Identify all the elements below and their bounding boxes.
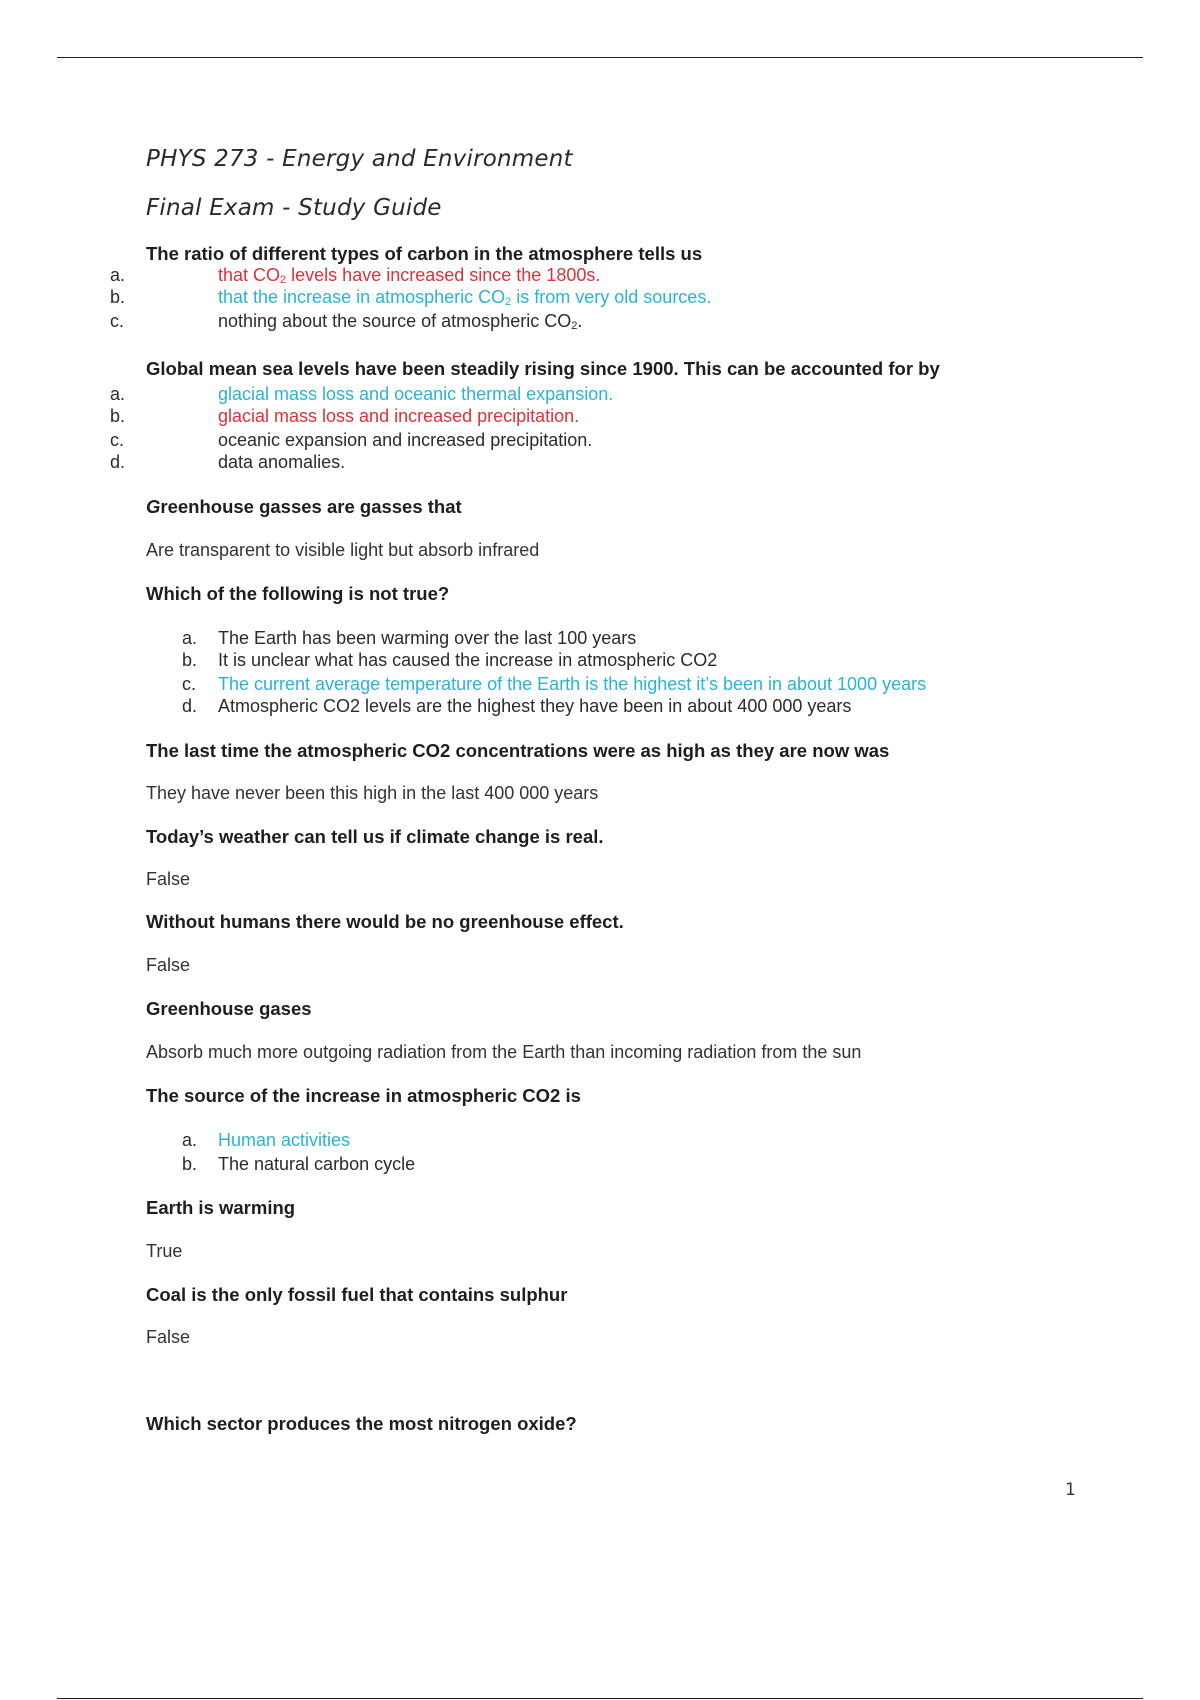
option-text: glacial mass loss and increased precipitation. xyxy=(218,406,580,426)
question-10: Earth is warming xyxy=(146,1197,296,1218)
page-number: 1 xyxy=(1065,1480,1076,1500)
question-7: Without humans there would be no greenhouse effect. xyxy=(146,911,624,932)
option-letter: c. xyxy=(110,430,125,450)
question-9: The source of the increase in atmospheric CO2 is xyxy=(146,1085,581,1106)
header-rule xyxy=(57,57,1143,58)
option-text: that $CO_2$ levels have increased since the 1800s. xyxy=(218,265,601,286)
option-text: that the increase in atmospheric $CO_2$ is from very old sources. xyxy=(218,287,712,308)
question-9-option-b xyxy=(182,1153,1082,1175)
question-2-option-b xyxy=(110,405,1110,427)
option-letter: b. xyxy=(182,1154,198,1174)
question-6: Today’s weather can tell us if climate change is real. xyxy=(146,826,604,847)
option-letter: a. xyxy=(110,384,126,404)
answer-6: False xyxy=(146,869,191,889)
answer-11: False xyxy=(146,1327,191,1347)
answer-7: False xyxy=(146,955,191,975)
question-1: The ratio of different types of carbon in the atmosphere tells us xyxy=(146,243,703,264)
document-subtitle: Final Exam - Study Guide xyxy=(146,195,442,221)
question-2-option-a xyxy=(110,383,1110,405)
question-4-option-b xyxy=(182,649,1082,671)
option-letter: a. xyxy=(110,265,126,285)
question-3: Greenhouse gasses are gasses that xyxy=(146,496,462,517)
option-letter: b. xyxy=(182,650,198,670)
option-letter: b. xyxy=(110,406,126,426)
question-11: Coal is the only fossil fuel that contains sulphur xyxy=(146,1284,568,1305)
option-letter: c. xyxy=(182,674,197,694)
question-4: Which of the following is not true? xyxy=(146,583,450,604)
question-4-option-d xyxy=(182,695,1082,717)
answer-3: Are transparent to visible light but absorb infrared xyxy=(146,540,540,560)
option-letter: c. xyxy=(110,311,125,331)
option-text: data anomalies. xyxy=(218,452,346,472)
question-2-option-d xyxy=(110,451,1110,473)
answer-8: Absorb much more outgoing radiation from the Earth than incoming radiation from the sun xyxy=(146,1042,862,1062)
option-text: The current average temperature of the Earth is the highest it’s been in about 1000 years xyxy=(218,674,927,694)
option-letter: b. xyxy=(110,287,126,307)
option-text: Atmospheric CO2 levels are the highest they have been in about 400 000 years xyxy=(218,696,852,716)
answer-10: True xyxy=(146,1241,183,1261)
question-1-option-c xyxy=(110,310,1110,332)
option-text: oceanic expansion and increased precipitation. xyxy=(218,430,593,450)
question-2: Global mean sea levels have been steadily rising since 1900. This can be accounted for by xyxy=(146,358,940,379)
option-text: The natural carbon cycle xyxy=(218,1154,416,1174)
option-letter: d. xyxy=(110,452,126,472)
footer-rule xyxy=(57,1698,1143,1699)
question-9-option-a xyxy=(182,1129,1082,1151)
document-title: PHYS 273 - Energy and Environment xyxy=(146,146,573,172)
option-text: glacial mass loss and oceanic thermal expansion. xyxy=(218,384,614,404)
question-4-option-a xyxy=(182,627,1082,649)
option-letter: a. xyxy=(182,1130,198,1150)
option-text: Human activities xyxy=(218,1130,351,1150)
question-4-option-c xyxy=(182,673,1082,695)
option-text: The Earth has been warming over the last 100 years xyxy=(218,628,637,648)
question-8: Greenhouse gases xyxy=(146,998,312,1019)
option-text: nothing about the source of atmospheric $CO_2$. xyxy=(218,311,583,332)
question-5: The last time the atmospheric CO2 concentrations were as high as they are now was xyxy=(146,740,890,761)
question-12: Which sector produces the most nitrogen oxide? xyxy=(146,1413,577,1434)
question-1-option-b xyxy=(110,286,1110,308)
answer-5: They have never been this high in the last 400 000 years xyxy=(146,783,599,803)
option-letter: d. xyxy=(182,696,198,716)
question-2-option-c xyxy=(110,429,1110,451)
option-text: It is unclear what has caused the increase in atmospheric CO2 xyxy=(218,650,718,670)
question-1-option-a xyxy=(110,264,1110,286)
option-letter: a. xyxy=(182,628,198,648)
